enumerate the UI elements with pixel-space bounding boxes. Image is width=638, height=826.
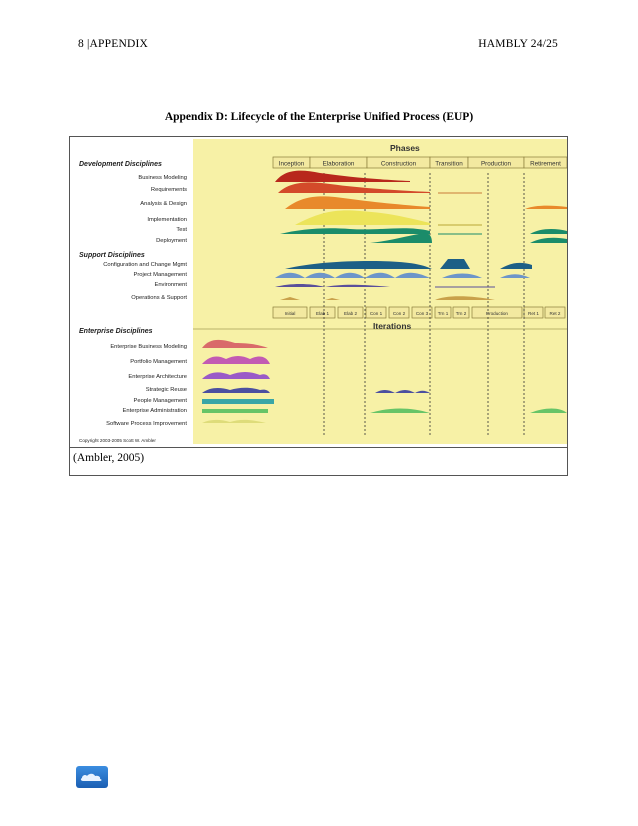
copyright-text: Copyright 2003-2005 Scott W. Ambler [79, 438, 156, 443]
discipline-label: Strategic Reuse [145, 387, 187, 393]
iteration-label: Elab 1 [315, 311, 330, 316]
discipline-label: Portfolio Management [130, 359, 187, 365]
iteration-label: Initial [284, 311, 296, 316]
phase-label: Transition [435, 160, 463, 168]
discipline-label: Enterprise Business Modeling [110, 344, 187, 350]
dev-disciplines-heading: Development Disciplines [79, 161, 162, 168]
iteration-label: Trn 1 [437, 311, 449, 316]
iteration-label: Trn 2 [455, 311, 467, 316]
discipline-label: Implementation [147, 217, 187, 223]
phases-title: Phases [390, 143, 420, 153]
iteration-label: Elab 2 [343, 311, 358, 316]
discipline-label: Analysis & Design [140, 201, 187, 207]
page-header-left: 8 |APPENDIX [78, 38, 148, 50]
cloud-logo-icon [76, 766, 108, 788]
bar-people [202, 399, 274, 404]
phase-label: Retirement [530, 160, 561, 168]
iteration-tabs [273, 307, 565, 318]
phase-label: Inception [278, 160, 305, 168]
iteration-label: Ret 1 [528, 311, 539, 316]
iteration-label: Con 2 [392, 311, 406, 316]
page-header-right: HAMBLY 24/25 [478, 38, 558, 50]
iteration-label: Ret 2 [549, 311, 561, 316]
figure-caption: (Ambler, 2005) [70, 447, 567, 475]
phases-panel [193, 139, 567, 444]
support-disciplines-heading: Support Disciplines [79, 252, 145, 259]
discipline-label: Software Process Improvement [106, 421, 187, 427]
iteration-label: Con 1 [369, 311, 383, 316]
discipline-label: Environment [154, 282, 187, 288]
phase-label: Production [480, 160, 512, 168]
hump-portfolio [202, 356, 270, 364]
appendix-title: Appendix D: Lifecycle of the Enterprise Unified Process (EUP) [164, 111, 474, 123]
discipline-label: People Management [133, 398, 187, 404]
discipline-label: Enterprise Administration [122, 408, 187, 414]
discipline-label: Test [176, 227, 187, 233]
iteration-label: Con 3 [415, 311, 429, 316]
discipline-label: Project Management [133, 272, 187, 278]
bar-admin [202, 409, 268, 413]
phase-label: Elaboration [322, 160, 355, 168]
discipline-label: Business Modeling [138, 175, 187, 181]
iteration-label: Production [486, 311, 508, 316]
phase-label: Construction [380, 160, 417, 168]
discipline-label: Enterprise Architecture [128, 374, 187, 380]
discipline-label: Requirements [150, 187, 187, 193]
enterprise-disciplines-heading: Enterprise Disciplines [79, 328, 153, 335]
eup-lifecycle-figure [70, 137, 567, 447]
figure-box [69, 136, 568, 476]
discipline-label: Operations & Support [131, 295, 187, 301]
phase-tabs [273, 157, 567, 168]
iterations-title: Iterations [373, 321, 412, 331]
discipline-label: Deployment [156, 238, 187, 244]
discipline-label: Configuration and Change Mgmt [103, 262, 187, 268]
